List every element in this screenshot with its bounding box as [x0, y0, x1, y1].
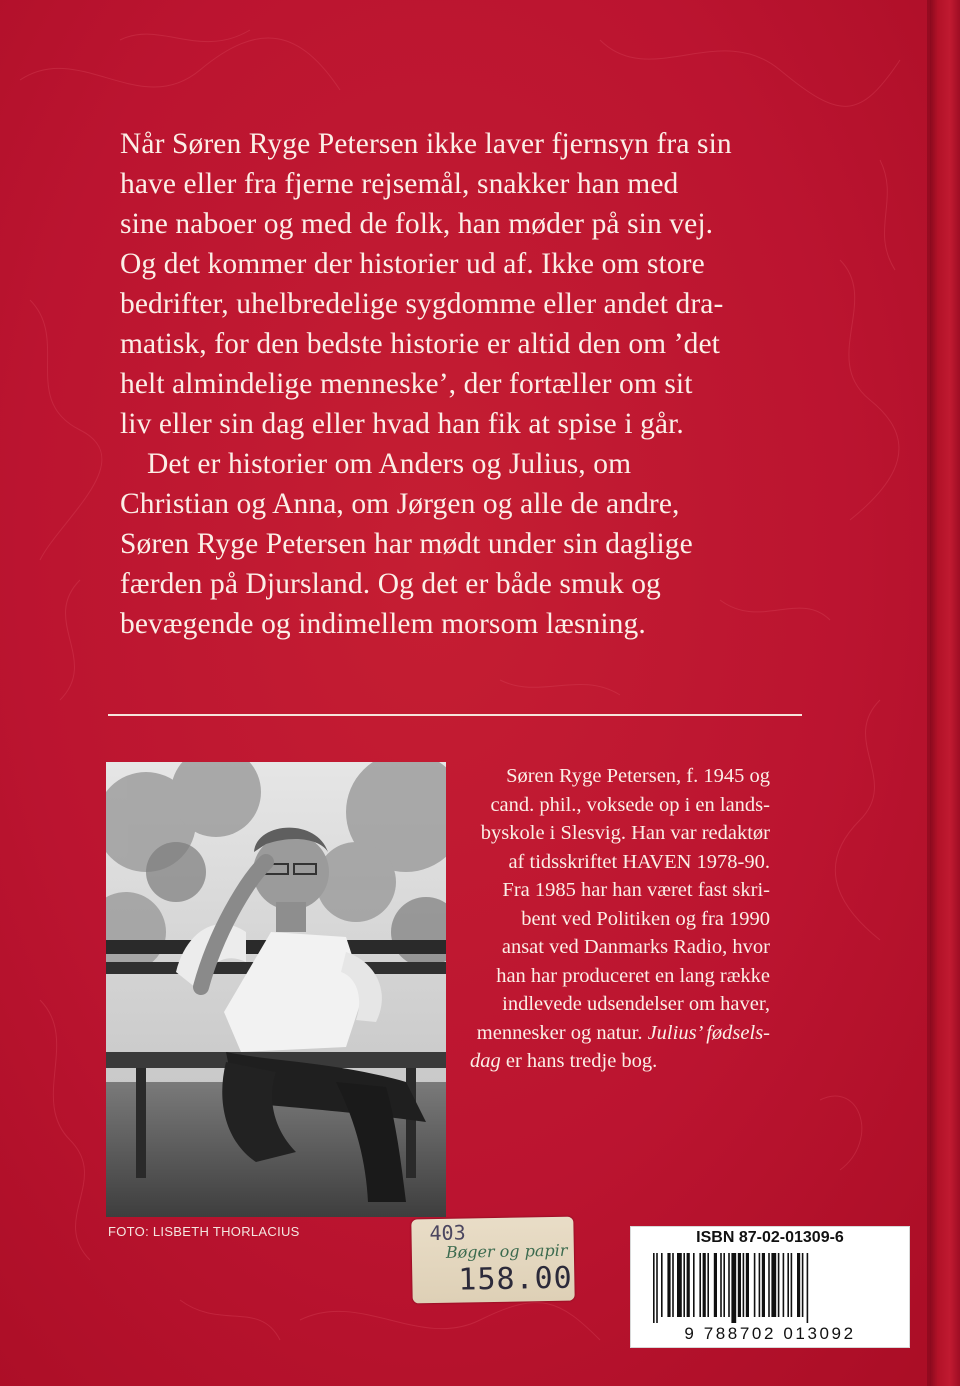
book-title-italic: dag [470, 1050, 501, 1072]
bio-line: han har produceret en lang række [496, 964, 770, 987]
blurb-line: Christian og Anna, om Jørgen og alle de andre, [120, 488, 680, 520]
barcode-bar [738, 1253, 741, 1317]
bio-line: Fra 1985 har han været fast skri- [502, 879, 770, 901]
bio-line: indlevede udsendelser om haver, [502, 993, 770, 1015]
blurb-line: have eller fra fjerne rejsemål, snakker han med [120, 168, 679, 200]
bio-text: er hans tredje bog. [500, 1050, 658, 1072]
barcode-bar [703, 1253, 706, 1317]
barcode-bar [768, 1253, 770, 1317]
bio-line: ansat ved Danmarks Radio, hvor [501, 936, 770, 958]
barcode-bars [653, 1253, 887, 1323]
barcode-bar [728, 1253, 730, 1317]
isbn-barcode [630, 1226, 910, 1348]
barcode-bar [787, 1253, 789, 1317]
bio-line: af tidsskriftet HAVEN 1978-90. [508, 850, 770, 873]
author-bio [470, 762, 770, 1076]
barcode-bar [791, 1253, 793, 1317]
barcode-bar [687, 1253, 690, 1317]
bio-line [470, 1019, 770, 1048]
bio-line [470, 1047, 770, 1076]
blurb-paragraph-1 [120, 124, 810, 444]
barcode-bar [693, 1253, 695, 1317]
bio-text: mennesker og natur. [476, 1021, 648, 1044]
barcode-bar [783, 1253, 785, 1317]
sticker-price: 158.00 [458, 1260, 574, 1298]
barcode-bar [759, 1253, 761, 1317]
barcode-bar [746, 1253, 749, 1317]
blurb-line: helt almindelige menneske’, der fortæller om sit [120, 368, 693, 400]
blurb-line: Det er historier om Anders og Julius, om [147, 448, 632, 480]
blurb-line: Når Søren Ryge Petersen ikke laver fjernsyn fra sin [120, 128, 732, 160]
blurb-line: Søren Ryge Petersen har mødt under sin daglige [120, 528, 693, 560]
barcode-bar [653, 1253, 655, 1323]
author-photo [106, 762, 446, 1217]
barcode-bar [778, 1253, 780, 1317]
sticker-shop-name: Bøger og papir [445, 1240, 568, 1262]
bio-line: bent ved Politiken og fra 1990 [521, 907, 770, 930]
price-sticker [411, 1217, 574, 1304]
barcode-bar [754, 1253, 756, 1317]
bio-line: byskole i Slesvig. Han var redaktør [480, 822, 770, 844]
barcode-bar [731, 1253, 736, 1323]
barcode-bar [656, 1253, 658, 1323]
blurb-line: liv eller sin dag eller hvad han fik at spise i går. [120, 408, 684, 440]
barcode-bar [714, 1253, 717, 1317]
barcode-bar [672, 1253, 674, 1317]
barcode-bar [797, 1253, 800, 1317]
blurb-line: bevægende og indimellem morsom læsning. [120, 608, 646, 640]
barcode-bar [802, 1253, 804, 1317]
author-photo-illustration [106, 762, 446, 1217]
book-spine [930, 0, 960, 1386]
bio-line: cand. phil., voksede op i en lands- [490, 793, 770, 816]
barcode-bar [771, 1253, 776, 1317]
photo-credit: FOTO: LISBETH THORLACIUS [108, 1224, 300, 1239]
sticker-code: 403 [429, 1220, 466, 1246]
blurb-paragraph-2 [120, 444, 810, 644]
barcode-bar [720, 1253, 722, 1317]
blurb-line: matisk, for den bedste historie er altid den om ’det [120, 328, 720, 360]
barcode-bar [707, 1253, 709, 1317]
blurb-line: sine naboer og med de folk, han møder på sin vej. [120, 208, 714, 240]
isbn-label: ISBN 87-02-01309-6 [696, 1229, 844, 1246]
blurb-line: færden på Djursland. Og det er både smuk og [120, 568, 661, 600]
blurb-line: Og det kommer der historier ud af. Ikke om store [120, 248, 705, 280]
barcode-bar [677, 1253, 682, 1317]
divider-rule [108, 714, 802, 716]
barcode-bar [661, 1253, 663, 1317]
bio-line: Søren Ryge Petersen, f. 1945 og [506, 765, 770, 787]
barcode-bar [743, 1253, 745, 1317]
barcode-bar [667, 1253, 670, 1317]
barcode-bar [683, 1253, 685, 1317]
barcode-bar [807, 1253, 809, 1323]
barcode-bar [699, 1253, 701, 1317]
blurb-text [120, 124, 810, 644]
barcode-bar [723, 1253, 725, 1317]
barcode-bar [762, 1253, 765, 1317]
book-title-italic: Julius’ fødsels- [647, 1021, 770, 1044]
barcode-digits: 9 788702 013092 [684, 1324, 856, 1343]
blurb-line: bedrifter, uhelbredelige sygdomme eller andet dra- [120, 288, 724, 320]
